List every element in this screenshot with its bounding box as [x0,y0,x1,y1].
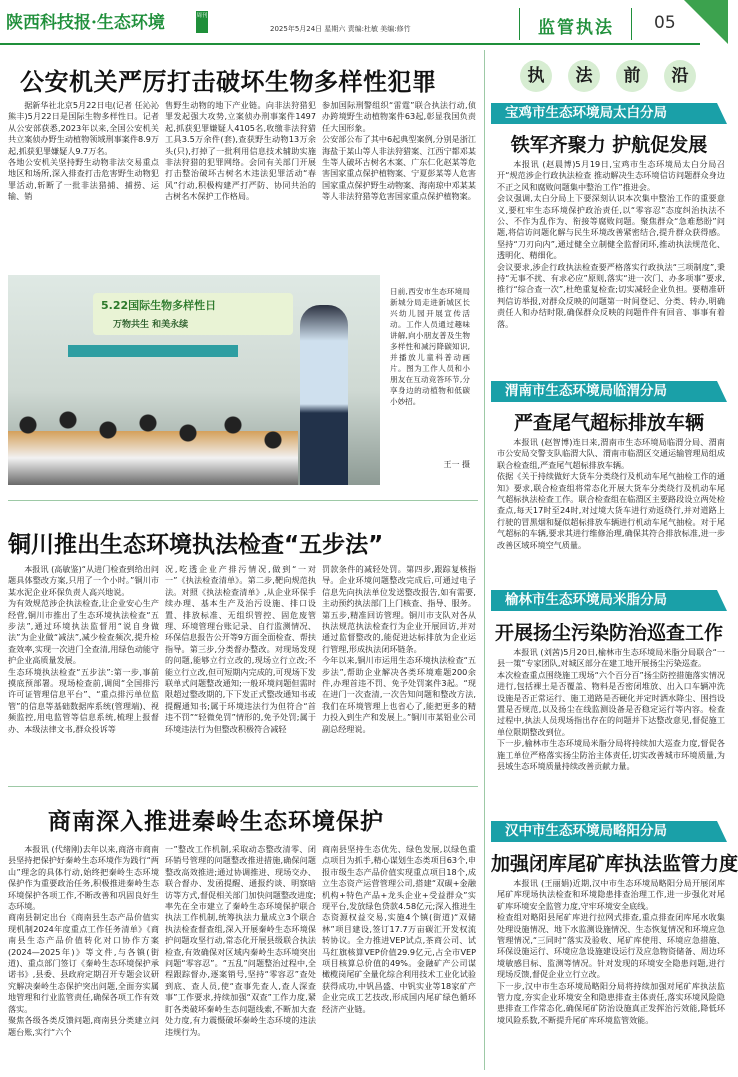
side1-title: 铁军齐聚力 护航促发展 [510,134,708,156]
sidebar-divider [484,50,485,1070]
brand-tag: 周刊 [196,11,208,33]
side3-title: 开展扬尘污染防治巡查工作 [494,622,723,644]
article2-col2-text: 况,吃透企业产排污情况,做到“一对一”《执法检查清单》。第二步,靶向规范执法。对照《执法检查清单》,从企业环保手续办理、基本生产及治污设施、排口设置、排放标准、无组织管控、固危废管理、环境管理台账记录、自行监测情况、环保信息报告公开等9方面全面检查、帮扶指导。第三步,分类督办整改。对现场发现的问题,能够立行立改的,现场立行立改;不能立行立改,但可短期内完成的,可现场下发联单式问题整改通知;一般环境问题但需时限超过整改期的,下下发正式整改通知书或提醒通知书;属于环境违法行为但符合“首违不罚”“轻微免罚”情形的,免予处罚;属于环境违法行为但整改积极符合减轻 [165,564,316,734]
article2-col2 [165,564,316,784]
section-label: 监管执法 [538,18,614,38]
article3-col1-text: 本报讯 (代绪刚)去年以来,商洛市商南县坚持把保护好秦岭生态环境作为践行“两山”理念的具体行动,始终把秦岭生态环境保护作为重要政治任务,积极推进秦岭生态环境保护各项工作,不断改善和巩固良好生态环境。 商南县制定出台《商南县生态产品价值实现机制2024年度重点工作任务清单》《商南县生态产品价值转化对口协作方案(2024—2025年)》等文件,与各镇(街道)、重点部门签订《秦岭生态环境保护承诺书》,县委、县政府定期召开专题会议研究解决秦岭生态保护突出问题,全面夯实属地管理和行业监管责任,确保各项工作有效落实。 聚焦各级各类反馈问题,商南县分类建立问题台账,实行“六个 [8,844,159,1037]
article1-title: 公安机关严厉打击破坏生物多样性犯罪 [20,68,437,96]
photo-credit: 王一 摄 [443,460,470,469]
side2-body [497,437,725,580]
article3-col3-text: 商南县坚持生态优先、绿色发展,以绿色重点项目为抓手,精心谋划生态类项目63个,申报市级生态产品价值实现重点项目18个,成立生态资产运营管理公司,搭建“双碳+金融机构+特色产品+龙头企业+受益群众”实现平台,发放绿色贷款4.58亿元;深入推进生态资源权益交易,实施4个镇(街道)“双储林”项目建设,签订17.7万亩碳汇开发权流转协议。全力推进VEP试点,茶商公司、试马红旗核算VEP价值29.9亿元,占全市VEP项目核算总价值的49%。金融矿产公司谋橄榄岗尾矿全量化综合利用技术工业化试验获得成功,中钒昌盛、中钒实业等18家矿产企业完成工艺技改,形成国内尾矿绿色循环经济产业链。 [322,844,476,1014]
article3-col2 [165,844,316,1072]
side3-head: 榆林市生态环境局米脂分局 [491,590,727,611]
brand-logo [6,8,165,33]
side4-body [497,878,725,1072]
divider-2 [8,786,478,787]
side3-text: 本报讯 (刘茜)5月20日,榆林市生态环境局米脂分局联合“一县一策”专家团队,对城区部分在建工地开展扬尘污染巡查。 本次检查重点围绕施工现场“六个百分百”扬尘防控措施落实情况进行,包括裸土是否覆盖、物料是否密闭堆放、出入口车辆冲洗设施是否正常运行、施工道路是否硬化并定时洒水降尘、围挡设置是否规范,以及扬尘在线监测设备是否稳定运行等内容。检查过程中,执法人员现场指出存在的问题并下达整改意见,督促施工单位限期整改到位。 下一步,榆林市生态环境局米脂分局将持续加大巡查力度,督促各施工单位严格落实扬尘防治主体责任,切实改善城市环境质量,为县域生态环境质量持续改善贡献力量。 [497,647,725,772]
photo-children [8,395,298,485]
side2-head: 渭南市生态环境局临渭分局 [491,381,727,402]
side-banner-char-4: 沿 [664,60,696,92]
masthead-rule [0,43,700,45]
article1-col2-text: 售野生动物的地下产业链。向非法狩猎犯罪发起强大攻势,立案侦办刑事案件1497起,抓获犯罪嫌疑人4105名,收缴非法狩猎工具3.5万余件(套),查获野生动物13万余头(只),打掉了一批利用信息技术辅助实施非法狩猎的犯罪网络。会同有关部门开展打击整治破坏古树名木违法犯罪活动“春风”行动,积极构建严打严防、协同共治的古树名木保护工作格局。 [165,100,316,202]
news-photo [8,275,380,485]
side4-head: 汉中市生态环境局略阳分局 [491,821,727,842]
article3-col3 [322,844,476,1072]
article2-col1-text: 本报讯 (高敏鉴)“从进门检查到给出问题具体整改方案,只用了一个小时。”铜川市某水泥企业环保负责人高兴地说。 为有效规范涉企执法检查,让企业安心生产经营,铜川市推出了生态环境执法检查“五步法”,通过环境执法监督用“说自身做法”为企业做“减法”,减少检查频次,提升检查效率,实现一次进门全查清,用绿色动能守护企业高质量发展。 生态环境执法检查“五步法”:第一步,事前摸底预部署。现场检查前,调阅“全国排污许可证管理信息平台”、“重点排污单位监管”的信息等基础数据库系统(管理端)、视频监控,用电监管等信息系统,梳理上报督办、本级法律文书,群众投诉等 [8,564,159,734]
article2-col1 [8,564,159,784]
divider-1 [8,500,478,501]
article3-col1 [8,844,159,1072]
side-banner-char-1: 执 [520,60,552,92]
side1-text: 本报讯 (赵晨博)5月19日,宝鸡市生态环境局太白分局召开“规范涉企行政执法检查 推动解决生态环境信访问题群众身边不正之风和腐败问题集中整治工作”推进会。 会议强调,太白分局上下要深刻认识本次集中整治工作的重要意义,要杠牢生态环境保护政治责任,以“零容忍”态度纠治执法不公、不作为乱作为、衔接等腐败问题。聚焦群众“急难愁盼”问题,将信访问题化解与民生环境改善紧密结合,提升群众获得感。坚持“刀刃向内”,通过健全立制健全监督闭环,推动执法规范化、透明化、精细化。 会议要求,涉企行政执法检查要严格落实行政执法“三项制度”,秉持“无事不扰、有求必应”原则,落实“进一次门、办多项事”要求,推行“综合查一次”,杜绝重复检查;切实减轻企业负担。要精准研判信访举报,对群众反映的问题第一时间登记、分类、转办,明确责任人和办结时限,确保群众反映的问题件件有回音、事事有着落。 [497,159,725,329]
photo-officer [300,305,348,485]
article1-col1 [8,100,159,202]
masthead [0,0,735,44]
article1-col3 [322,100,476,270]
article1-col2 [165,100,316,202]
article2-title: 铜川推出生态环境执法检查“五步法” [8,532,384,558]
side1-head: 宝鸡市生态环境局太白分局 [491,103,727,124]
dateline: 2025年5月24日 星期六 责编:杜敏 美编:修竹 [270,25,411,33]
brand-title: 陕西科技报·生态环境 [6,13,165,33]
side3-body [497,647,725,809]
page-number: 05 [654,13,676,33]
article3-col2-text: 一”整改工作机制,采取动态整改清零、闭环销号管理的问题整改推进措施,确保问题整改高效推进;通过协调推进、现场交办、联合督办、发函提醒、通报约谈、明察暗访等方式,督促相关部门加快问题整改进度;率先在全市建立了秦岭生态环境保护联合执法工作机制,统筹执法力量成立3个联合执法检查督查组,深入开展秦岭生态环境保护问题攻坚行动,常态化开展县级联合执法检查,有效确保对区域内秦岭生态环境突出问题“零容忍”。“五乱”问题整治过程中,全程跟踪督办,逐案销号,坚持“零容忍”查处到底、查人员,使“查事先查人,查人深查事”工作要求,持续加强“双查”工作力度,紧盯各类破坏秦岭生态问题线索,不断加大查处力度,有力震慑破坏秦岭生态环境的违法违规行为。 [165,844,316,1037]
photo-teal-strip [68,345,238,357]
photo-caption-box [380,278,476,474]
side-banner-char-3: 前 [616,60,648,92]
side2-title: 严查尾气超标排放车辆 [513,412,704,434]
side-banner-char-2: 法 [568,60,600,92]
article3-title: 商南深入推进秦岭生态环境保护 [48,809,384,835]
side1-body [497,159,725,371]
side4-text: 本报讯 (王丽娟)近期,汉中市生态环境局略阳分局开展闭库尾矿库现场执法检查和环境隐患排查治理工作,进一步强化对尾矿库环境安全监管力度,守牢环境安全底线。 检查组对略阳县尾矿库进行拉网式排查,重点排查闭库尾水收集处理设施情况、地下水监测设施情况、生态恢复情况和环境应急管理情况,“三同时”落实及验收、尾矿库使用、环境应急措施、环保设施运行、环境应急设施建设运行及应急物资储备、周边环境敏感目标、监测等情况。针对发现的环境安全隐患问题,进行现场反馈,督促企业立行立改。 下一步,汉中市生态环境局略阳分局将持续加强对尾矿库执法监管力度,夯实企业环境安全和隐患排查主体责任,落实环境风险隐患排查工作常态化,确保尾矿防治设施真正发挥治污效能,降低环境风险系数,不断提升尾矿库环境监管效能。 [497,878,725,1025]
corner-accent [684,0,728,44]
photo-caption: 日前,西安市生态环境局新城分局走进新城区长兴幼儿园开展宣传活动。工作人员通过趣味讲解,向小朋友普及生物多样性和减污降碳知识,并播放儿童科普动画片。图为工作人员和小朋友在互动竞答环节,分享身边的动植物和低碳小妙招。 [390,287,470,406]
side4-title: 加强闭库尾矿库执法监管力度 [491,853,738,875]
side-banner [520,60,700,96]
article1-col1-text: 据新华社北京5月22日电(记者 任沁沁 熊丰)5月22日是国际生物多样性日。记者从公安部获悉,2023年以来,全国公安机关共立案侦办野生动植物领域刑事案件8.9万起,抓获犯罪嫌疑人9.7万名。 各地公安机关坚持野生动物非法交易重点地区和场所,深入排查打击危害野生动物犯罪活动,斩断了一批非法猎捕、捕捞、运输、销 [8,100,159,202]
article2-col3 [322,564,476,784]
photo-banner: 5.22国际生物多样性日 万物共生 和美永续 [93,293,293,335]
article2-col3-text: 罚款条件的减轻处罚。第四步,跟踪复核指导。企业环境问题整改完成后,可通过电子信息先向执法单位发送整改报告,如有需要,主动预约执法部门上门核查、指导、服务。第五步,精准回访管理。铜川市支队对各从执法规范执法检查行为企业开展回访,并对通过监督整改的,能促进达标排放为企业运行管理,形成执法闭环链条。 今年以来,铜川市运用生态环境执法检查“五步法”,帮助企业解决各类环境难题200余件,办理首违不罚、免予处罚案件3起。“现在进门一次查清,一次告知问题和整改方法,我们在环境管理上也省心了,能把更多的精力投入到生产和发展上。”铜川市某铝业公司副总经理说。 [322,564,476,734]
article1-col3-text: 参加国际刑警组织“雷霆”联合执法行动,侦办跨境野生动植物案件63起,彰显我国负责任大国形象。 公安部公布了其中6起典型案例,分别是浙江海盐于某山等人非法狩猎案、江西宁都邓某生等人破坏古树名木案、广东仁化赵某等危害国家重点保护植物案、宁夏彭某等人危害国家重点保护野生动物案、海南琼中邓某某等人非法狩猎等危害国家重点保护植物案。 [322,100,476,202]
side2-text: 本报讯 (赵智博)连日来,渭南市生态环境局临渭分局、渭南市公安局交警支队临渭大队、渭南市临渭区交通运输管理局组成联合检查组,严查尾气超标排放车辆。 依据《关于持续做好大货车分类绕行及机动车尾气抽检工作的通知》要求,联合检查组将常态化开展大货车分类绕行及机动车尾气超标执法检查工作。联合检查组在临渭区主要路段设立两处检查点,每天17时至24时,对过境大货车进行劝返绕行,并对道路上行驶的冒黑烟和疑似超标排放车辆进行机动车尾气抽检。对于尾气超标的车辆,要求其进行维修治理,确保其符合排放标准,进一步改善区域环境空气质量。 [497,437,725,550]
